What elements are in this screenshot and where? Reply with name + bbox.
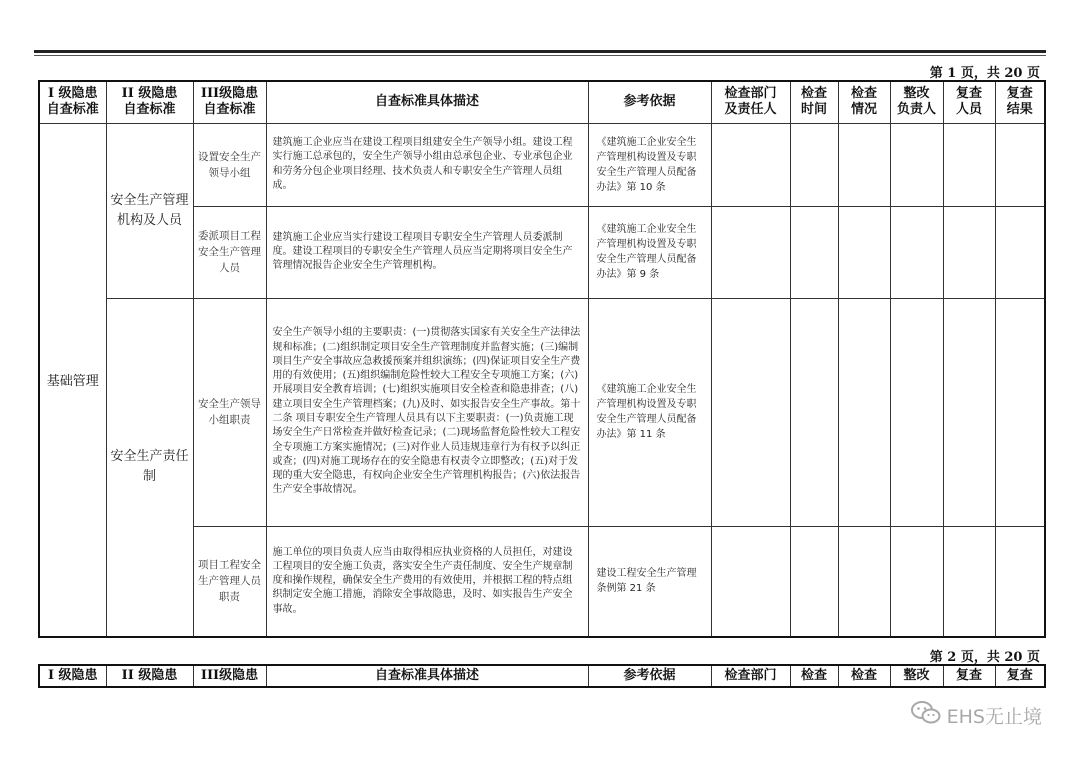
reviewer-cell [943,123,995,206]
table-row [39,123,1045,206]
basis-cell: 《建筑施工企业安全生产管理机构设置及专职安全生产管理人员配备办法》第 9 条 [588,206,711,298]
header-time: 检查 时间 [790,81,838,123]
header-reviewer: 复查 [943,665,995,687]
level3-cell: 项目工程安全生产管理人员职责 [193,526,266,637]
header-time: 检查 [790,665,838,687]
description-cell: 建筑施工企业应当实行建设工程项目专职安全生产管理人员委派制度。建设工程项目的专职安全生产管理人员应当定期将项目安全生产管理情况报告企业安全生产管理机构。 [266,206,588,298]
time-cell [790,123,838,206]
header-level2: II 级隐患 自查标准 [106,81,193,123]
time-cell [790,206,838,298]
dept-cell [711,206,790,298]
header-level3: III级隐患 自查标准 [193,81,266,123]
reviewer-cell [943,298,995,526]
header-description: 自查标准具体描述 [266,81,588,123]
header-review-result: 复查 [995,665,1045,687]
header-dept: 检查部门 [711,665,790,687]
status-cell [838,298,890,526]
header-level1: I 级隐患 自查标准 [39,81,106,123]
status-cell [838,123,890,206]
description-cell: 建筑施工企业应当在建设工程项目组建安全生产领导小组。建设工程实行施工总承包的，安全生产领导小组由总承包企业、专业承包企业和劳务分包企业项目经理、技术负责人和专职安全生产管理人员组成。 [266,123,588,206]
header-rectifier: 整改 [890,665,943,687]
dept-cell [711,526,790,637]
wechat-icon [911,700,941,731]
header-level3: III级隐患 [193,665,266,687]
rectifier-cell [890,526,943,637]
hazard-checklist-table-page2 [38,664,1046,688]
review-result-cell [995,123,1045,206]
header-level1: I 级隐患 [39,665,106,687]
time-cell [790,526,838,637]
rectifier-cell [890,298,943,526]
rectifier-cell [890,206,943,298]
dept-cell [711,123,790,206]
top-double-rule [34,50,1046,53]
page-number-1: 第 1 页，共 20 页 [929,66,1040,81]
status-cell [838,206,890,298]
header-basis: 参考依据 [588,665,711,687]
header-row [39,665,1045,687]
dept-cell [711,298,790,526]
header-status: 检查 [838,665,890,687]
header-row [39,81,1045,123]
description-cell: 施工单位的项目负责人应当由取得相应执业资格的人员担任，对建设工程项目的安全施工负责，落实安全生产责任制度、安全生产规章制度和操作规程，确保安全生产费用的有效使用，并根据工程的特点组织制定安全施工措施，消除安全事故隐患，及时、如实报告生产安全事故。 [266,526,588,637]
review-result-cell [995,298,1045,526]
rectifier-cell [890,123,943,206]
hazard-checklist-table-page1 [38,80,1046,638]
level3-cell: 安全生产领导小组职责 [193,298,266,526]
basis-cell: 《建筑施工企业安全生产管理机构设置及专职安全生产管理人员配备办法》第 11 条 [588,298,711,526]
level2-cell: 安全生产责任制 [106,298,193,637]
level2-cell: 安全生产管理机构及人员 [106,123,193,298]
status-cell [838,526,890,637]
header-basis: 参考依据 [588,81,711,123]
header-reviewer: 复查 人员 [943,81,995,123]
level3-cell: 设置安全生产领导小组 [193,123,266,206]
level1-cell: 基础管理 [39,123,106,637]
level3-cell: 委派项目工程安全生产管理人员 [193,206,266,298]
top-double-rule-thin [34,55,1046,56]
header-description: 自查标准具体描述 [266,665,588,687]
basis-cell: 建设工程安全生产管理条例第 21 条 [588,526,711,637]
table-row [39,298,1045,526]
description-cell: 安全生产领导小组的主要职责：(一)贯彻落实国家有关安全生产法律法规和标准；(二)组织制定项目安全生产管理制度并监督实施；(三)编制项目生产安全事故应急救援预案并组织演练；(四)保证项目安全生产费用的有效使用；(五)组织编制危险性较大工程安全专项施工方案；(六)开展项目安全教育培训；(七)组织实施项目安全检查和隐患排查；(八)建立项目安全生产管理档案；(九)及时、如实报告安全生产事故。第十二条 项目专职安全生产管理人员具有以下主要职责：(一)负责施工现场安全生产日常检查并做好检查记录；(二)现场监督危险性较大工程安全专项施工方案实施情况；(三)对作业人员违规违章行为有权予以纠正或查；(四)对施工现场存在的安全隐患有权责令立即整改；(五)对于发现的重大安全隐患，有权向企业安全生产管理机构报告；(六)依法报告生产安全事故情况。 [266,298,588,526]
header-dept: 检查部门 及责任人 [711,81,790,123]
basis-cell: 《建筑施工企业安全生产管理机构设置及专职安全生产管理人员配备办法》第 10 条 [588,123,711,206]
watermark [911,700,1042,731]
watermark-text: EHS无止境 [946,706,1042,728]
review-result-cell [995,526,1045,637]
header-level2: II 级隐患 [106,665,193,687]
header-status: 检查 情况 [838,81,890,123]
page-number-2: 第 2 页，共 20 页 [929,650,1040,665]
header-review-result: 复查 结果 [995,81,1045,123]
time-cell [790,298,838,526]
header-rectifier: 整改 负责人 [890,81,943,123]
reviewer-cell [943,206,995,298]
review-result-cell [995,206,1045,298]
reviewer-cell [943,526,995,637]
